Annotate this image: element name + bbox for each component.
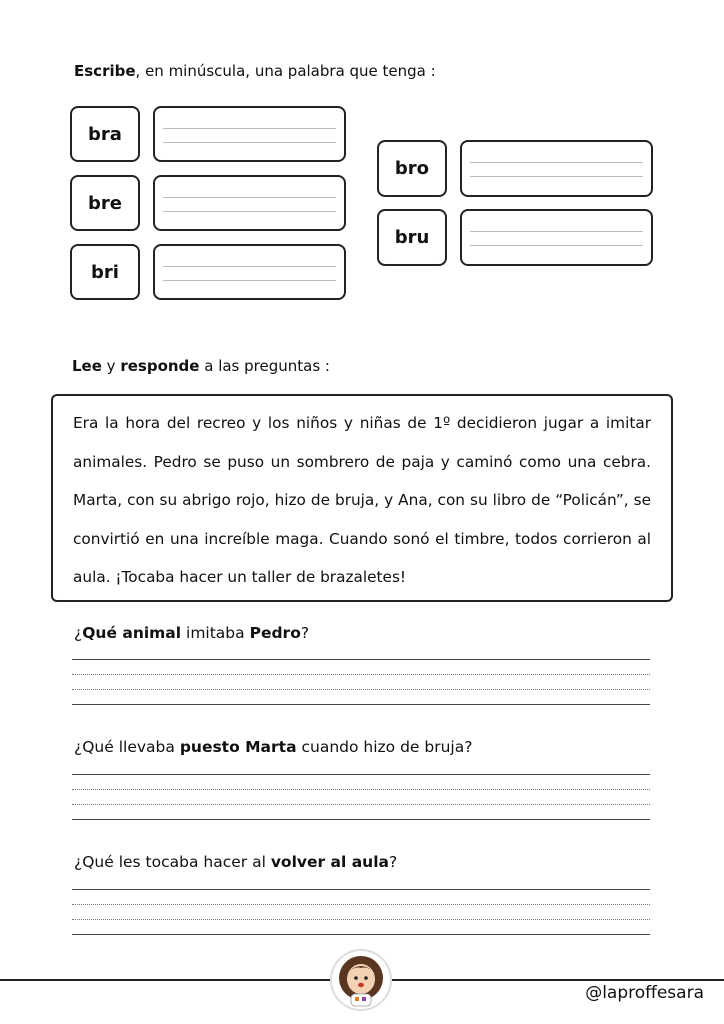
answer-line[interactable] bbox=[72, 934, 650, 935]
answer-line[interactable] bbox=[72, 819, 650, 820]
write-box-bra[interactable] bbox=[153, 106, 346, 162]
write-box-bre[interactable] bbox=[153, 175, 346, 231]
syllable-box-bru: bru bbox=[377, 209, 447, 266]
answer-line[interactable] bbox=[72, 659, 650, 660]
reading-passage: Era la hora del recreo y los niños y niñas de 1º decidieron jugar a imitar animales. Pedro se puso un sombrero de paja y caminó como una cebra. Marta, con su abrigo rojo, hizo de bruja, y Ana, con su libro de “Policán”, se convirtió en una increíble maga. Cuando sonó el timbre, todos corrieron al aula. ¡Tocaba hacer un taller de brazaletes! bbox=[51, 394, 673, 602]
answer-guide-line bbox=[72, 789, 650, 790]
question-2: ¿Qué llevaba puesto Marta cuando hizo de bruja? bbox=[74, 738, 473, 756]
author-handle: @laproffesara bbox=[585, 983, 704, 1003]
answer-line[interactable] bbox=[72, 774, 650, 775]
answer-guide-line bbox=[72, 804, 650, 805]
syllable-box-bra: bra bbox=[70, 106, 140, 162]
answer-line[interactable] bbox=[72, 704, 650, 705]
question-1: ¿Qué animal imitaba Pedro? bbox=[74, 624, 310, 642]
answer-guide-line bbox=[72, 689, 650, 690]
question-3: ¿Qué les tocaba hacer al volver al aula? bbox=[74, 853, 398, 871]
write-box-bro[interactable] bbox=[460, 140, 653, 197]
girl-avatar-icon bbox=[330, 949, 392, 1011]
answer-line[interactable] bbox=[72, 889, 650, 890]
answer-guide-line bbox=[72, 674, 650, 675]
syllable-box-bri: bri bbox=[70, 244, 140, 300]
answer-guide-line bbox=[72, 919, 650, 920]
write-box-bru[interactable] bbox=[460, 209, 653, 266]
write-box-bri[interactable] bbox=[153, 244, 346, 300]
syllable-box-bre: bre bbox=[70, 175, 140, 231]
answer-guide-line bbox=[72, 904, 650, 905]
instruction-write: Escribe, en minúscula, una palabra que tenga : bbox=[74, 62, 436, 80]
syllable-box-bro: bro bbox=[377, 140, 447, 197]
instruction-read: Lee y responde a las preguntas : bbox=[72, 357, 330, 375]
